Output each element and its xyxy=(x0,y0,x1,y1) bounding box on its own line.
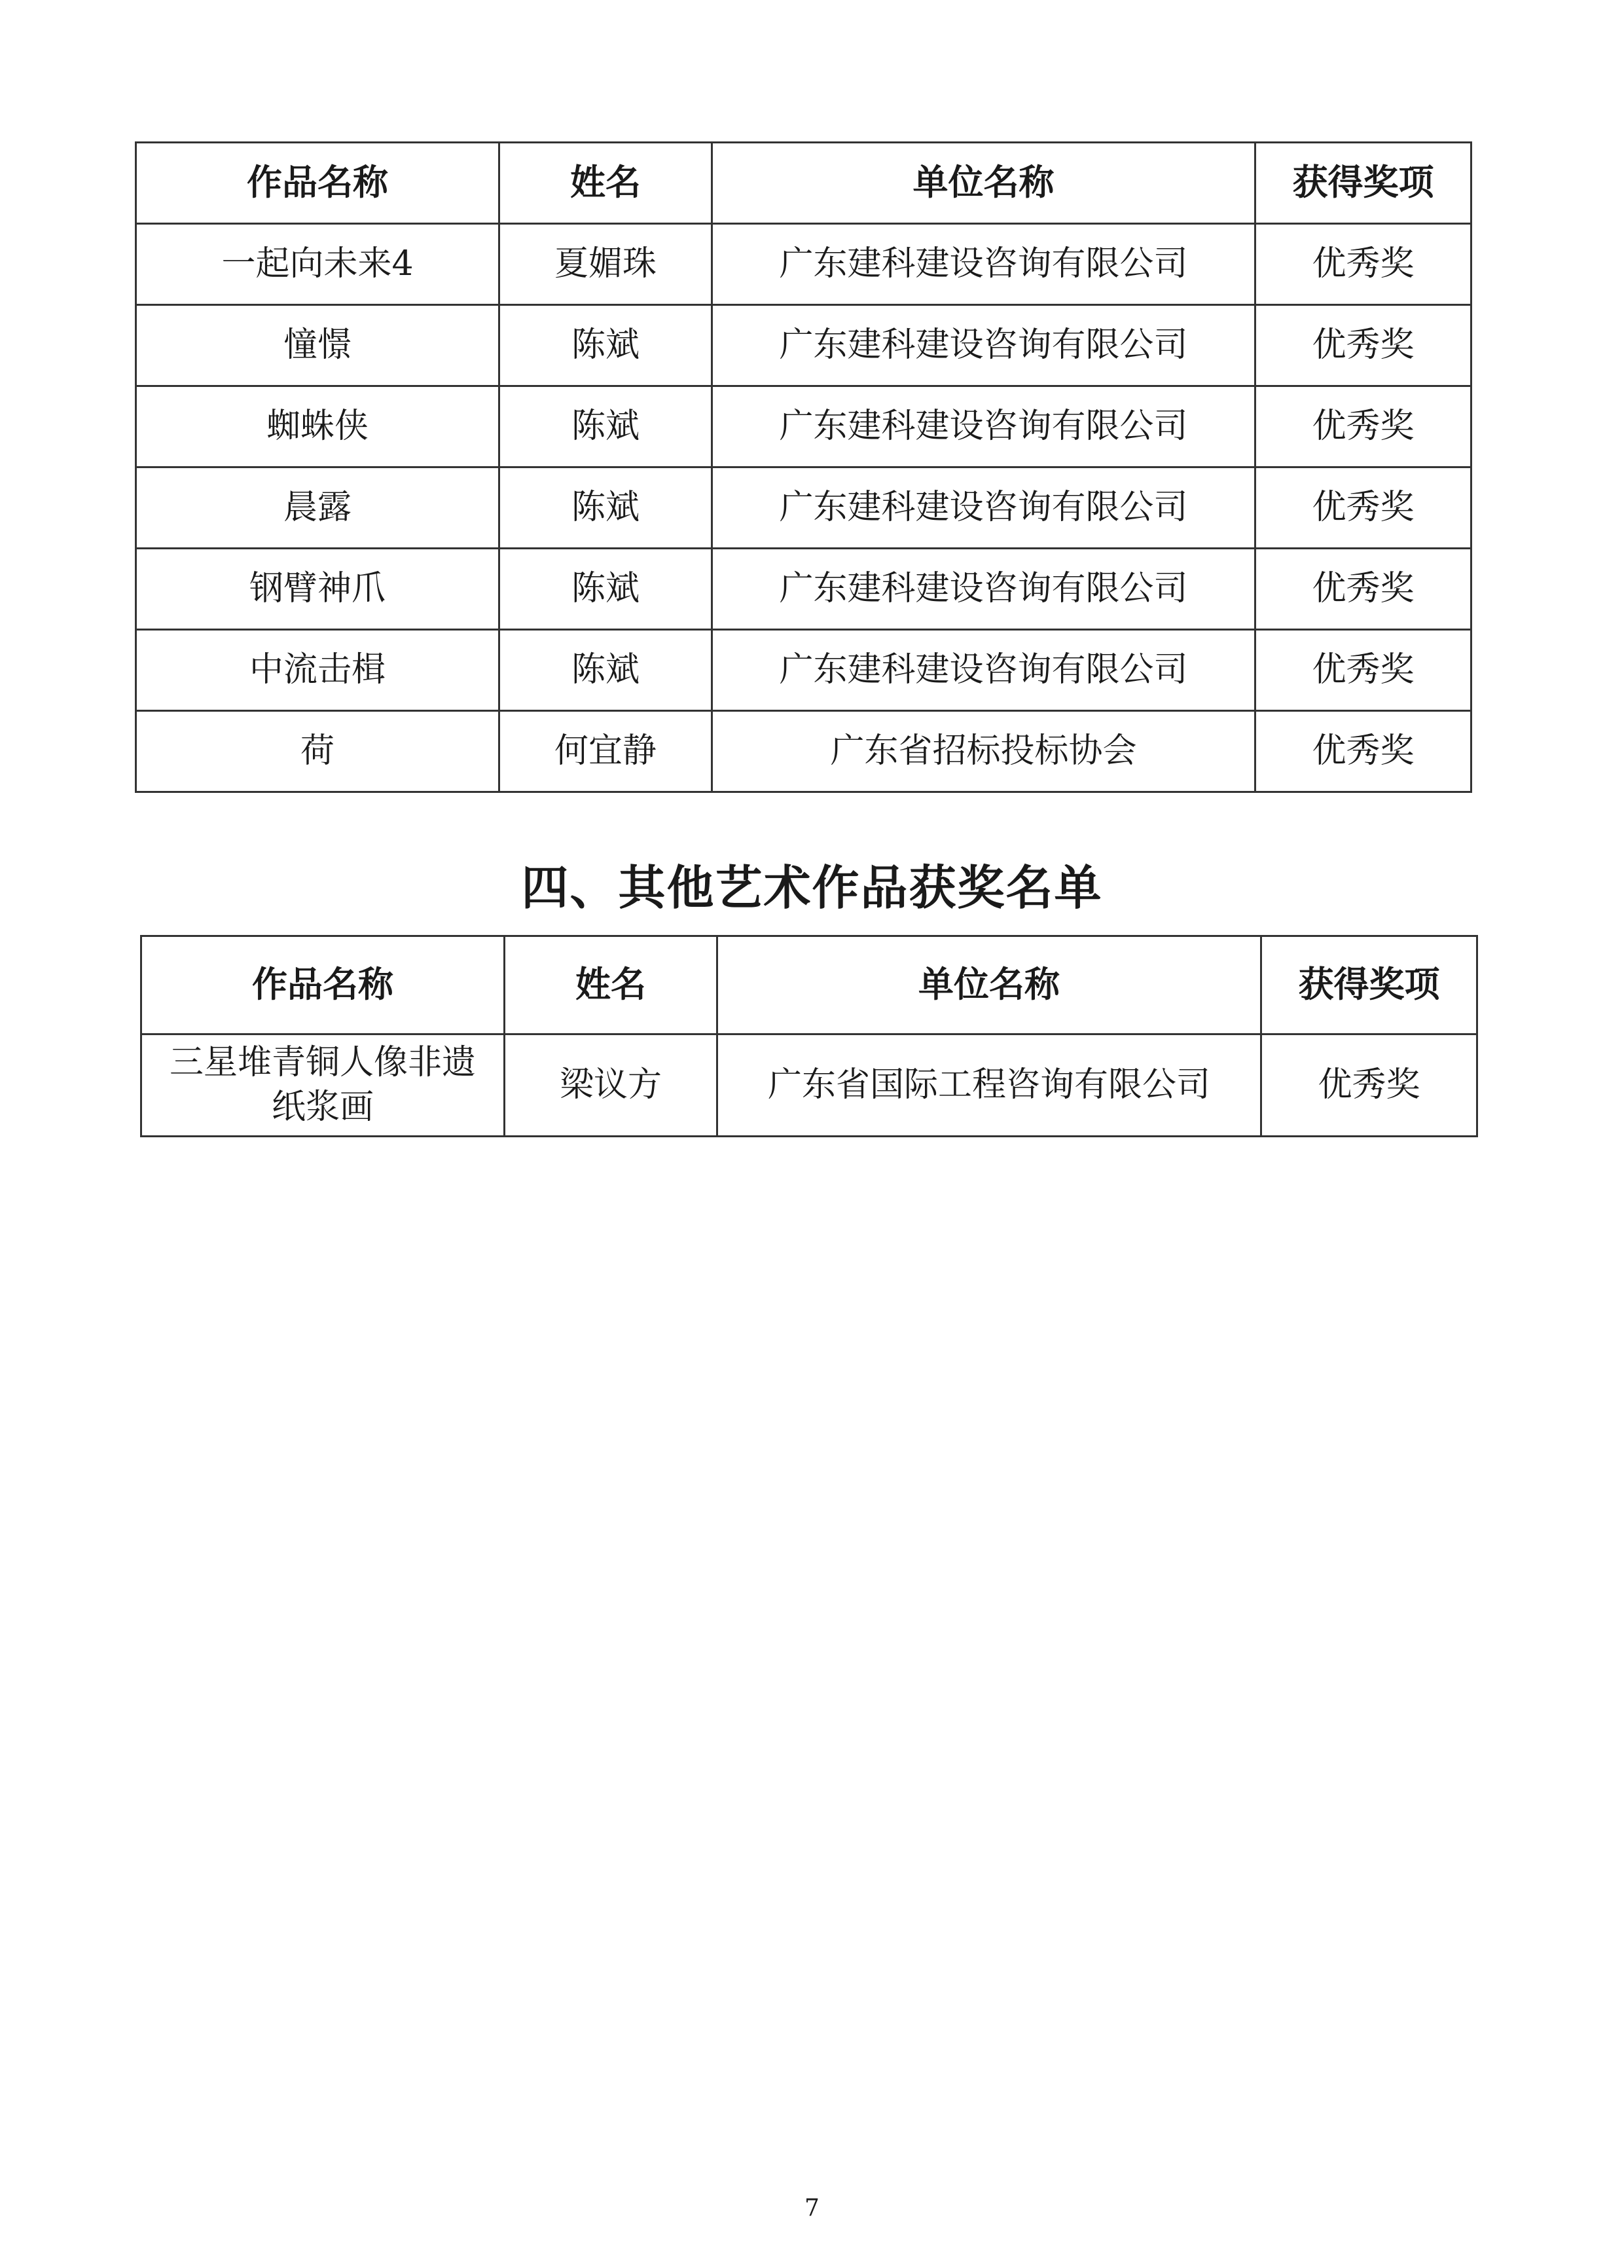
table-row xyxy=(136,711,1471,792)
cell-organization: 广东省国际工程咨询有限公司 xyxy=(717,1034,1261,1137)
cell-person-name: 梁议方 xyxy=(505,1034,717,1137)
cell-organization: 广东建科建设咨询有限公司 xyxy=(712,224,1255,305)
cell-work-name: 晨露 xyxy=(136,467,499,549)
cell-award: 优秀奖 xyxy=(1255,305,1471,386)
cell-award: 优秀奖 xyxy=(1261,1034,1477,1137)
cell-person-name: 陈斌 xyxy=(499,305,712,386)
header-work-name: 作品名称 xyxy=(141,936,505,1034)
cell-work-name: 一起向未来4 xyxy=(136,224,499,305)
cell-organization: 广东建科建设咨询有限公司 xyxy=(712,549,1255,630)
cell-person-name: 陈斌 xyxy=(499,467,712,549)
cell-work-name: 蜘蛛侠 xyxy=(136,386,499,467)
header-work-name: 作品名称 xyxy=(136,143,499,224)
cell-organization: 广东建科建设咨询有限公司 xyxy=(712,386,1255,467)
cell-work-name xyxy=(141,1034,505,1137)
header-award: 获得奖项 xyxy=(1255,143,1471,224)
header-award: 获得奖项 xyxy=(1261,936,1477,1034)
cell-work-name: 钢臂神爪 xyxy=(136,549,499,630)
cell-organization: 广东建科建设咨询有限公司 xyxy=(712,467,1255,549)
cell-person-name: 何宜静 xyxy=(499,711,712,792)
header-person-name: 姓名 xyxy=(505,936,717,1034)
cell-award: 优秀奖 xyxy=(1255,711,1471,792)
cell-work-name: 憧憬 xyxy=(136,305,499,386)
header-organization: 单位名称 xyxy=(717,936,1261,1034)
header-person-name: 姓名 xyxy=(499,143,712,224)
cell-organization: 广东省招标投标协会 xyxy=(712,711,1255,792)
cell-award: 优秀奖 xyxy=(1255,549,1471,630)
cell-work-name-text: 三星堆青铜人像非遗纸浆画 xyxy=(169,1042,476,1127)
cell-person-name: 陈斌 xyxy=(499,630,712,711)
table-row xyxy=(136,549,1471,630)
table-row xyxy=(136,305,1471,386)
table-row xyxy=(136,386,1471,467)
cell-work-name: 荷 xyxy=(136,711,499,792)
cell-organization: 广东建科建设咨询有限公司 xyxy=(712,305,1255,386)
cell-person-name: 夏媚珠 xyxy=(499,224,712,305)
section-title: 四、其他艺术作品获奖名单 xyxy=(521,860,1103,915)
cell-award: 优秀奖 xyxy=(1255,386,1471,467)
cell-work-name: 中流击楫 xyxy=(136,630,499,711)
cell-person-name: 陈斌 xyxy=(499,386,712,467)
cell-award: 优秀奖 xyxy=(1255,224,1471,305)
table-row xyxy=(136,224,1471,305)
table-header-row xyxy=(141,936,1477,1034)
awards-table-1 xyxy=(135,141,1472,793)
table-row xyxy=(136,630,1471,711)
page-number: 7 xyxy=(804,2195,820,2222)
cell-award: 优秀奖 xyxy=(1255,467,1471,549)
table-row xyxy=(141,1034,1477,1137)
cell-person-name: 陈斌 xyxy=(499,549,712,630)
awards-table-2 xyxy=(140,935,1478,1137)
header-organization: 单位名称 xyxy=(712,143,1255,224)
cell-organization: 广东建科建设咨询有限公司 xyxy=(712,630,1255,711)
table-row xyxy=(136,467,1471,549)
cell-award: 优秀奖 xyxy=(1255,630,1471,711)
table-header-row xyxy=(136,143,1471,224)
